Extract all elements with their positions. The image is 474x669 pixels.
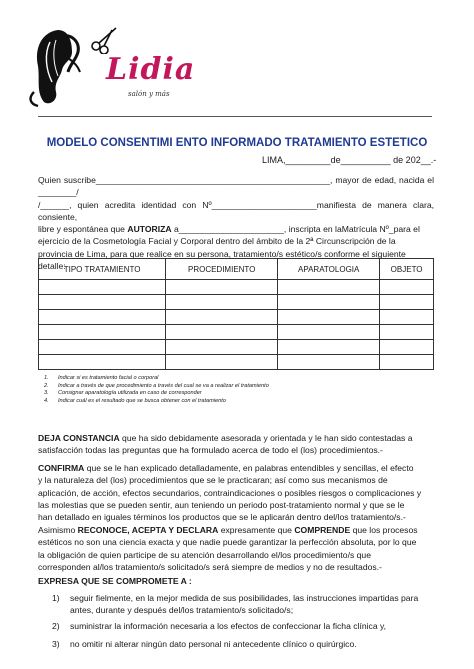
document-title: MODELO CONSENTIMI ENTO INFORMADO TRATAMIENTO ESTETICO bbox=[46, 137, 428, 149]
table-cell bbox=[380, 325, 434, 340]
intro-line: Quien suscribe_________________________________________________, mayor de edad, nacida el ________/ bbox=[38, 175, 434, 198]
table-cell bbox=[39, 295, 166, 310]
footnote: 4. Indicar cuál es el resultado que se busca obtener con el tratamiento bbox=[44, 397, 226, 404]
table-cell bbox=[166, 310, 278, 325]
date-de: de bbox=[330, 155, 341, 165]
date-month-blank: __________ bbox=[340, 155, 391, 165]
column-header: APARATOLOGIA bbox=[278, 259, 380, 280]
header-divider bbox=[38, 116, 432, 117]
table-cell bbox=[166, 340, 278, 355]
autoriza-keyword: AUTORIZA bbox=[127, 224, 172, 235]
table-cell bbox=[39, 340, 166, 355]
date-city: LIMA, bbox=[262, 155, 286, 165]
table-cell bbox=[278, 325, 380, 340]
table-row bbox=[39, 355, 434, 370]
table-cell bbox=[380, 340, 434, 355]
confirma-paragraph: CONFIRMA que se le han explicado detalladamente, en palabras entendibles y sencillas, el efecto y la naturaleza del (los) procedimientos que se le practicaran; así como sus mecanismos de aplicación, de acción, efectos secundarios, contraindicaciones o posibles riesgos o complicaciones y las molestias que se pueden sentir, aun teniendo un periodo post-tratamiento normal y que se le han detallado en iguales términos los productos que se le aplicarán dentro del/los tratamiento/s.- bbox=[38, 463, 422, 523]
salon-logo bbox=[28, 22, 196, 108]
intro-line: detalle: bbox=[38, 261, 66, 272]
table-cell bbox=[39, 280, 166, 295]
table-cell bbox=[39, 325, 166, 340]
table-footnotes bbox=[38, 375, 269, 405]
commitment-heading: EXPRESA QUE SE COMPROMETE A : bbox=[38, 576, 192, 586]
table-cell bbox=[278, 280, 380, 295]
table-cell bbox=[278, 295, 380, 310]
treatment-table bbox=[38, 258, 434, 370]
table-cell bbox=[278, 355, 380, 370]
column-header: PROCEDIMIENTO bbox=[166, 259, 278, 280]
date-day-blank: _________ bbox=[285, 155, 331, 165]
table-cell bbox=[380, 295, 434, 310]
footnote: 1. Indicar si es tratamiento facial o corporal bbox=[44, 375, 159, 381]
table-cell bbox=[166, 325, 278, 340]
table-header-row bbox=[39, 259, 434, 280]
deja-constancia-paragraph: DEJA CONSTANCIA que ha sido debidamente asesorada y orientada y le han sido contestadas a satisfacción todas las preguntas que ha formulado acerca de todo el (los) procedimientos.- bbox=[38, 433, 413, 456]
intro-line: ejercicio de la Cosmetología Facial y Corporal dentro del ámbito de la 2ª Circunscripción de la bbox=[38, 236, 396, 247]
table-cell bbox=[166, 280, 278, 295]
footnote: 3. Consignar aparatología utilizada en caso de corresponder bbox=[44, 390, 202, 396]
intro-line: /______, quien acredita identidad con Nº______________________manifiesta de manera clara, consiente, bbox=[38, 199, 434, 222]
column-header: OBJETO bbox=[380, 259, 434, 280]
logo-tagline: salón y más bbox=[128, 90, 170, 98]
table-cell bbox=[166, 295, 278, 310]
table-cell bbox=[278, 310, 380, 325]
table-cell bbox=[380, 280, 434, 295]
table-row bbox=[39, 295, 434, 310]
reconoce-paragraph: Asimismo RECONOCE, ACEPTA Y DECLARA expresamente que COMPRENDE que los procesos estéticos no son una ciencia exacta y que nadie puede garantizar la perfección absoluta, por lo que la obligación de quien participe de su atención desarrollando el/los procedimiento/s que corresponden al/los tratamiento/s solicitado/s será siempre de medios y no de resultados.- bbox=[38, 525, 418, 572]
table-row bbox=[39, 280, 434, 295]
logo-wordmark: Lidia bbox=[106, 52, 196, 87]
footnote: 2. Indicar a través de que procedimiento a través del cual se va a realizar el tratamiento bbox=[44, 382, 269, 389]
table-cell bbox=[39, 310, 166, 325]
date-line bbox=[262, 155, 436, 165]
intro-line: provincia de Lima, para que realice en su persona, tratamiento/s estético/s conforme el siguiente bbox=[38, 248, 406, 259]
date-year: de 202__.- bbox=[393, 155, 437, 165]
intro-line: libre y espontánea que AUTORIZA a______________________, inscripta en laMatrícula Nº_para el bbox=[38, 224, 420, 235]
table-cell bbox=[166, 355, 278, 370]
table-row bbox=[39, 340, 434, 355]
table-cell bbox=[380, 355, 434, 370]
table-row bbox=[39, 310, 434, 325]
table-cell bbox=[278, 340, 380, 355]
table-row bbox=[39, 325, 434, 340]
document-page: Lidia salón y más MODELO CONSENTIMI ENTO INFORMADO TRATAMIENTO ESTETICO LIMA,_________de__________ de 202__.- Quien suscribe_________________________________________________, mayor de edad, nacida el ________/ /______, quien acredita identidad con Nº______________________manifiesta de manera clara, consiente, libre y espontánea que AUTORIZA a______________________, inscripta en laMatrícula Nº_para el ejercicio de la Cosmetología Facial y Corporal dentro del ámbito de la 2ª Circunscripción de la provincia de Lima, para que realice en su persona, tratamiento/s estético/s conforme el siguiente detalle: TIPO TRATAMIENTO PROCEDIMIENTO APARATOLOGIA OBJETO 1. Indicar si es tratamiento facial o corporal 2. Indicar a través de que procedimiento a través del cual se va a realizar el tratamiento 3. Consignar aparatología utilizada en caso de corresponder 4. Indicar cuál es el resultado que se busca obtener con el tratamiento DEJA CONSTANCIA que ha sido debidamente asesorada y orientada y le han sido contestadas a satisfacción todas las preguntas que ha formulado acerca de todo el (los) procedimientos.- CONFIRMA que se le han explicado detalladamente, en palabras entendibles y sencillas, el efecto y la naturaleza del (los) procedimientos que se le practicaran; así como sus mecanismos de aplicación, de acción, efectos secundarios, contraindicaciones o posibles riesgos o complicaciones y las molestias que se pueden sentir, aun teniendo un periodo post-tratamiento normal y que se le han detallado en iguales términos los productos que se le aplicarán dentro del/los tratamiento/s.- Asimismo RECONOCE, ACEPTA Y DECLARA expresamente que COMPRENDE que los procesos estéticos no son una ciencia exacta y que nadie puede garantizar la perfección absoluta, por lo que la obligación de quien participe de su atención desarrollando el/los procedimiento/s que corresponden al/los tratamiento/s solicitado/s será siempre de medios y no de resultados.- EXPRESA QUE SE COMPROMETE A : 1) seguir fielmente, en la mejor medida de sus posibilidades, las instrucciones impartidas para antes, durante y después del/los tratamiento/s solicitado/s; 2) suministrar la información necesaria a los efectos de confeccionar la ficha clínica y, 3) no omitir ni alterar ningún dato personal ni antecedente clínico o quirúrgico. bbox=[0, 0, 474, 669]
table-cell bbox=[380, 310, 434, 325]
scissors-icon bbox=[90, 24, 120, 54]
table-cell bbox=[39, 355, 166, 370]
column-header: TIPO TRATAMIENTO bbox=[39, 259, 166, 280]
